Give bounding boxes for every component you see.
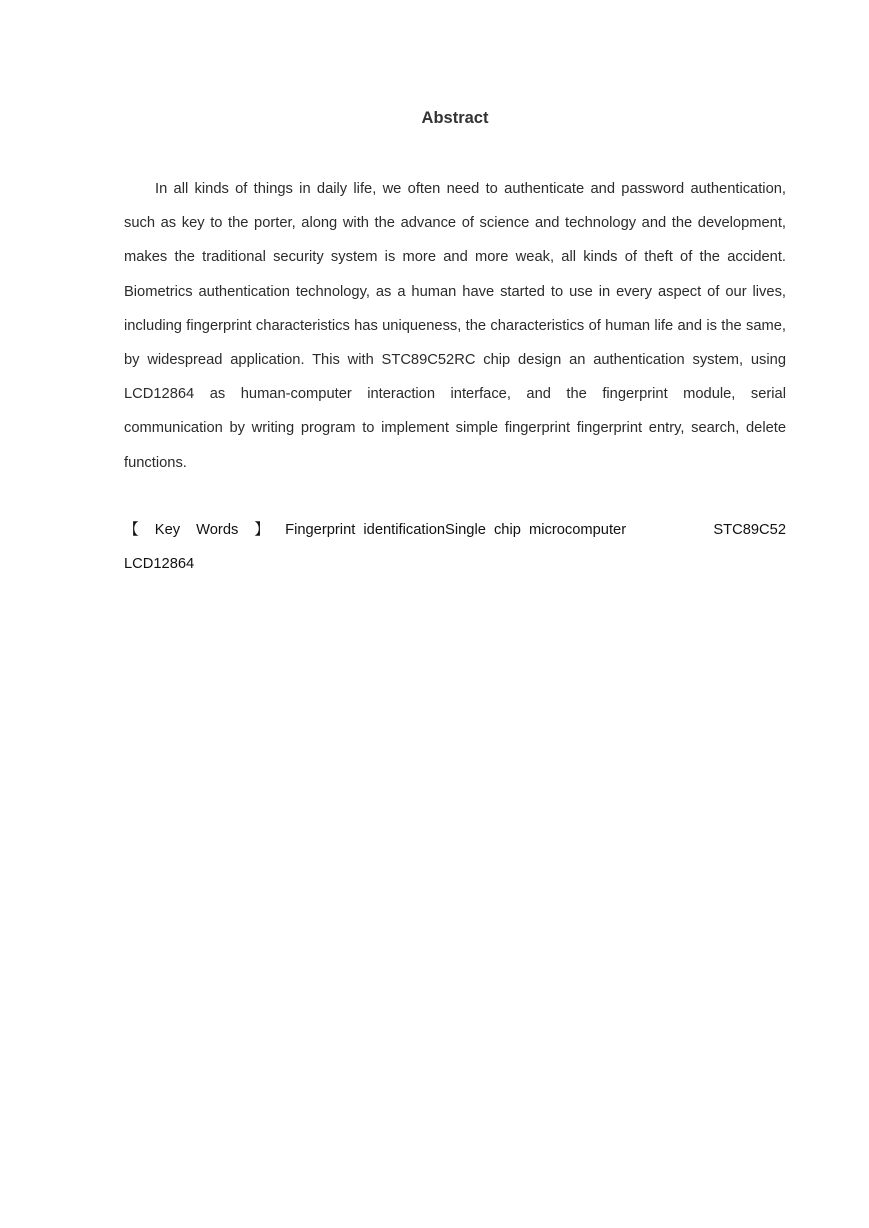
keywords-line-1 [124, 513, 786, 547]
keywords-term-stc89c52: STC89C52 [713, 522, 786, 538]
keywords-left-group [124, 513, 626, 547]
keywords-term-lcd12864: LCD12864 [124, 556, 195, 573]
abstract-body: In all kinds of things in daily life, we often need to authenticate and password authentication, such as key to the porter, along with the advance of science and technology and the development, makes the traditional security system is more and more weak, all kinds of theft of the accident. Biometrics authentication technology, as a human have started to use in every aspect of our lives, including fingerprint characteristics has uniqueness, the characteristics of human life and is the same, by widespread application. This with STC89C52RC chip design an authentication system, using LCD12864 as human-computer interaction interface, and the fingerprint module, serial communication by writing program to implement simple fingerprint fingerprint entry, search, delete functions. [124, 181, 786, 471]
keywords-section [124, 513, 786, 581]
keywords-label: 【 Key Words 】 [124, 522, 270, 538]
keywords-terms: Fingerprint identificationSingle chip microcomputer [285, 522, 627, 538]
abstract-title: Abstract [421, 109, 489, 127]
document-page [124, 0, 786, 1228]
